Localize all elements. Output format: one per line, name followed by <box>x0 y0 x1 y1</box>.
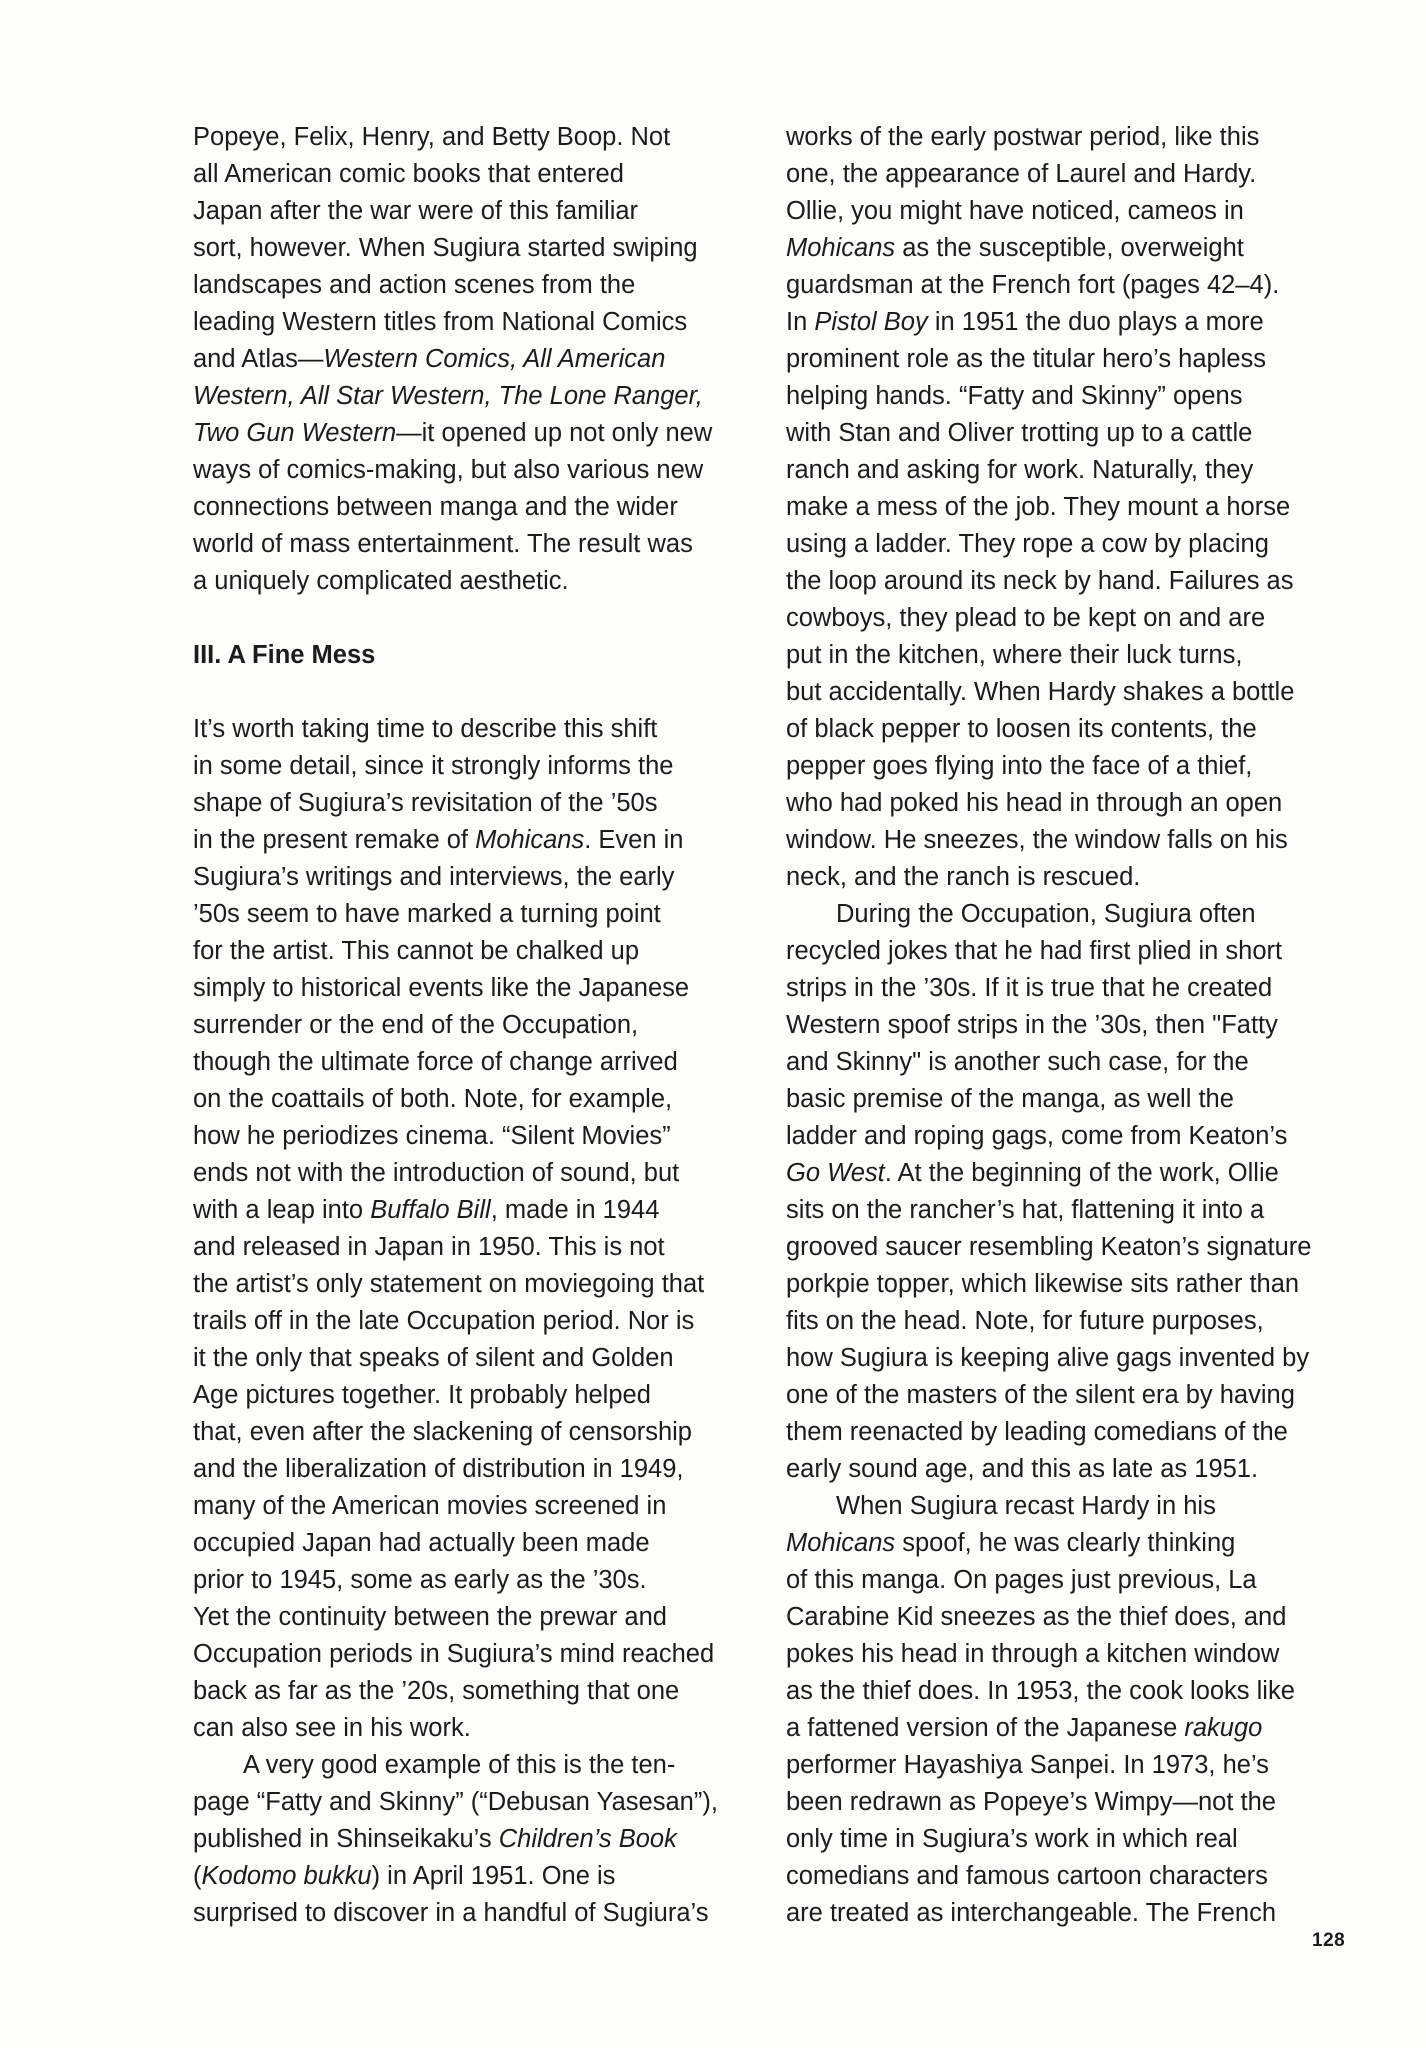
text-line: connections between manga and the wider <box>193 493 678 521</box>
text-line: guardsman at the French fort (pages 42–4). <box>786 271 1280 299</box>
text-line: can also see in his work. <box>193 1714 471 1742</box>
text-line: During the Occupation, Sugiura often <box>836 900 1256 928</box>
text-line: put in the kitchen, where their luck turns, <box>786 641 1243 669</box>
text-line: on the coattails of both. Note, for example, <box>193 1085 673 1113</box>
text-line: Mohicans spoof, he was clearly thinking <box>786 1529 1236 1557</box>
text-line: landscapes and action scenes from the <box>193 271 636 299</box>
text-line: been redrawn as Popeye’s Wimpy—not the <box>786 1788 1276 1816</box>
paragraph <box>786 896 1356 1488</box>
text-line: for the artist. This cannot be chalked up <box>193 937 640 965</box>
text-line: basic premise of the manga, as well the <box>786 1085 1234 1113</box>
text-line: that, even after the slackening of censorship <box>193 1418 692 1446</box>
text-line: Popeye, Felix, Henry, and Betty Boop. Not <box>193 123 671 151</box>
text-line: it the only that speaks of silent and Golden <box>193 1344 674 1372</box>
text-line: how he periodizes cinema. “Silent Movies” <box>193 1122 671 1150</box>
paragraph <box>193 119 763 600</box>
text-line: many of the American movies screened in <box>193 1492 667 1520</box>
text-line: surrender or the end of the Occupation, <box>193 1011 639 1039</box>
text-line: leading Western titles from National Comics <box>193 308 688 336</box>
text-line: page “Fatty and Skinny” (“Debusan Yasesan”), <box>193 1788 718 1816</box>
text-line: surprised to discover in a handful of Sugiura’s <box>193 1899 709 1927</box>
text-line: grooved saucer resembling Keaton’s signature <box>786 1233 1312 1261</box>
text-line: shape of Sugiura’s revisitation of the ’50s <box>193 789 658 817</box>
text-line: who had poked his head in through an open <box>786 789 1283 817</box>
text-line: works of the early postwar period, like this <box>786 123 1260 151</box>
paragraph <box>786 1488 1356 1932</box>
text-line: fits on the head. Note, for future purposes, <box>786 1307 1264 1335</box>
text-line: It’s worth taking time to describe this shift <box>193 715 658 743</box>
text-line: Carabine Kid sneezes as the thief does, and <box>786 1603 1287 1631</box>
left-column <box>193 119 763 1932</box>
text-line: Western spoof strips in the ’30s, then "Fatty <box>786 1011 1278 1039</box>
text-line: world of mass entertainment. The result was <box>193 530 693 558</box>
text-line: comedians and famous cartoon characters <box>786 1862 1268 1890</box>
text-line: trails off in the late Occupation period. Nor is <box>193 1307 695 1335</box>
text-line: in some detail, since it strongly informs the <box>193 752 674 780</box>
text-line: Japan after the war were of this familiar <box>193 197 639 225</box>
text-line: but accidentally. When Hardy shakes a bottle <box>786 678 1295 706</box>
text-line: Ollie, you might have noticed, cameos in <box>786 197 1244 225</box>
text-line: porkpie topper, which likewise sits rather than <box>786 1270 1300 1298</box>
text-line: the artist’s only statement on moviegoing that <box>193 1270 705 1298</box>
paragraph <box>786 119 1356 896</box>
text-line: and released in Japan in 1950. This is not <box>193 1233 665 1261</box>
text-line: window. He sneezes, the window falls on his <box>786 826 1288 854</box>
text-line: all American comic books that entered <box>193 160 624 188</box>
text-line: as the thief does. In 1953, the cook looks like <box>786 1677 1295 1705</box>
text-line: a fattened version of the Japanese rakugo <box>786 1714 1263 1742</box>
text-line: performer Hayashiya Sanpei. In 1973, he’s <box>786 1751 1269 1779</box>
text-line: Yet the continuity between the prewar and <box>193 1603 667 1631</box>
text-line: neck, and the ranch is rescued. <box>786 863 1141 891</box>
text-line: ways of comics-making, but also various new <box>193 456 704 484</box>
text-line: how Sugiura is keeping alive gags invented by <box>786 1344 1310 1372</box>
text-line: back as far as the ’20s, something that one <box>193 1677 680 1705</box>
text-line: early sound age, and this as late as 1951. <box>786 1455 1259 1483</box>
text-line: Two Gun Western—it opened up not only new <box>193 419 713 447</box>
text-line: of black pepper to loosen its contents, the <box>786 715 1257 743</box>
text-line: with a leap into Buffalo Bill, made in 1944 <box>193 1196 660 1224</box>
page-number: 128 <box>1312 1930 1346 1951</box>
text-line: in the present remake of Mohicans. Even in <box>193 826 684 854</box>
text-line: Go West. At the beginning of the work, Ollie <box>786 1159 1279 1187</box>
text-line: Mohicans as the susceptible, overweight <box>786 234 1244 262</box>
text-line: Sugiura’s writings and interviews, the early <box>193 863 675 891</box>
text-line: with Stan and Oliver trotting up to a cattle <box>786 419 1253 447</box>
paragraph <box>193 711 763 1747</box>
text-line: pepper goes flying into the face of a thief, <box>786 752 1253 780</box>
text-line: sort, however. When Sugiura started swiping <box>193 234 698 262</box>
text-line: ranch and asking for work. Naturally, they <box>786 456 1254 484</box>
text-line: prominent role as the titular hero’s hapless <box>786 345 1267 373</box>
text-line: occupied Japan had actually been made <box>193 1529 650 1557</box>
text-line: Western, All Star Western, The Lone Ranger, <box>193 382 703 410</box>
text-line: In Pistol Boy in 1951 the duo plays a more <box>786 308 1264 336</box>
text-line: the loop around its neck by hand. Failures as <box>786 567 1294 595</box>
text-line: (Kodomo bukku) in April 1951. One is <box>193 1862 616 1890</box>
text-line: one of the masters of the silent era by having <box>786 1381 1295 1409</box>
text-line: ’50s seem to have marked a turning point <box>193 900 661 928</box>
right-column <box>786 119 1356 1932</box>
text-line: prior to 1945, some as early as the ’30s. <box>193 1566 647 1594</box>
text-line: ladder and roping gags, come from Keaton’s <box>786 1122 1288 1150</box>
text-line: cowboys, they plead to be kept on and are <box>786 604 1266 632</box>
text-line: only time in Sugiura’s work in which real <box>786 1825 1238 1853</box>
text-line: ends not with the introduction of sound, but <box>193 1159 680 1187</box>
text-line: A very good example of this is the ten- <box>243 1751 676 1779</box>
text-line: make a mess of the job. They mount a horse <box>786 493 1291 521</box>
text-line: using a ladder. They rope a cow by placing <box>786 530 1269 558</box>
text-line: of this manga. On pages just previous, La <box>786 1566 1257 1594</box>
text-line: pokes his head in through a kitchen window <box>786 1640 1280 1668</box>
text-line: them reenacted by leading comedians of the <box>786 1418 1288 1446</box>
text-line: Occupation periods in Sugiura’s mind reached <box>193 1640 715 1668</box>
text-line: and the liberalization of distribution in 1949, <box>193 1455 684 1483</box>
section-heading: III. A Fine Mess <box>193 641 376 669</box>
text-line: a uniquely complicated aesthetic. <box>193 567 569 595</box>
text-line: Age pictures together. It probably helped <box>193 1381 651 1409</box>
text-line: and Atlas—Western Comics, All American <box>193 345 666 373</box>
text-line: strips in the ’30s. If it is true that he created <box>786 974 1273 1002</box>
text-line: are treated as interchangeable. The French <box>786 1899 1277 1927</box>
text-line: though the ultimate force of change arrived <box>193 1048 678 1076</box>
text-line: helping hands. “Fatty and Skinny” opens <box>786 382 1243 410</box>
text-line: and Skinny" is another such case, for the <box>786 1048 1249 1076</box>
paragraph <box>193 1747 763 1932</box>
text-line: sits on the rancher’s hat, flattening it into a <box>786 1196 1265 1224</box>
text-line: simply to historical events like the Japanese <box>193 974 690 1002</box>
text-line: one, the appearance of Laurel and Hardy. <box>786 160 1257 188</box>
text-line: published in Shinseikaku’s Children’s Book <box>193 1825 677 1853</box>
text-line: When Sugiura recast Hardy in his <box>836 1492 1216 1520</box>
text-line: recycled jokes that he had first plied in short <box>786 937 1283 965</box>
